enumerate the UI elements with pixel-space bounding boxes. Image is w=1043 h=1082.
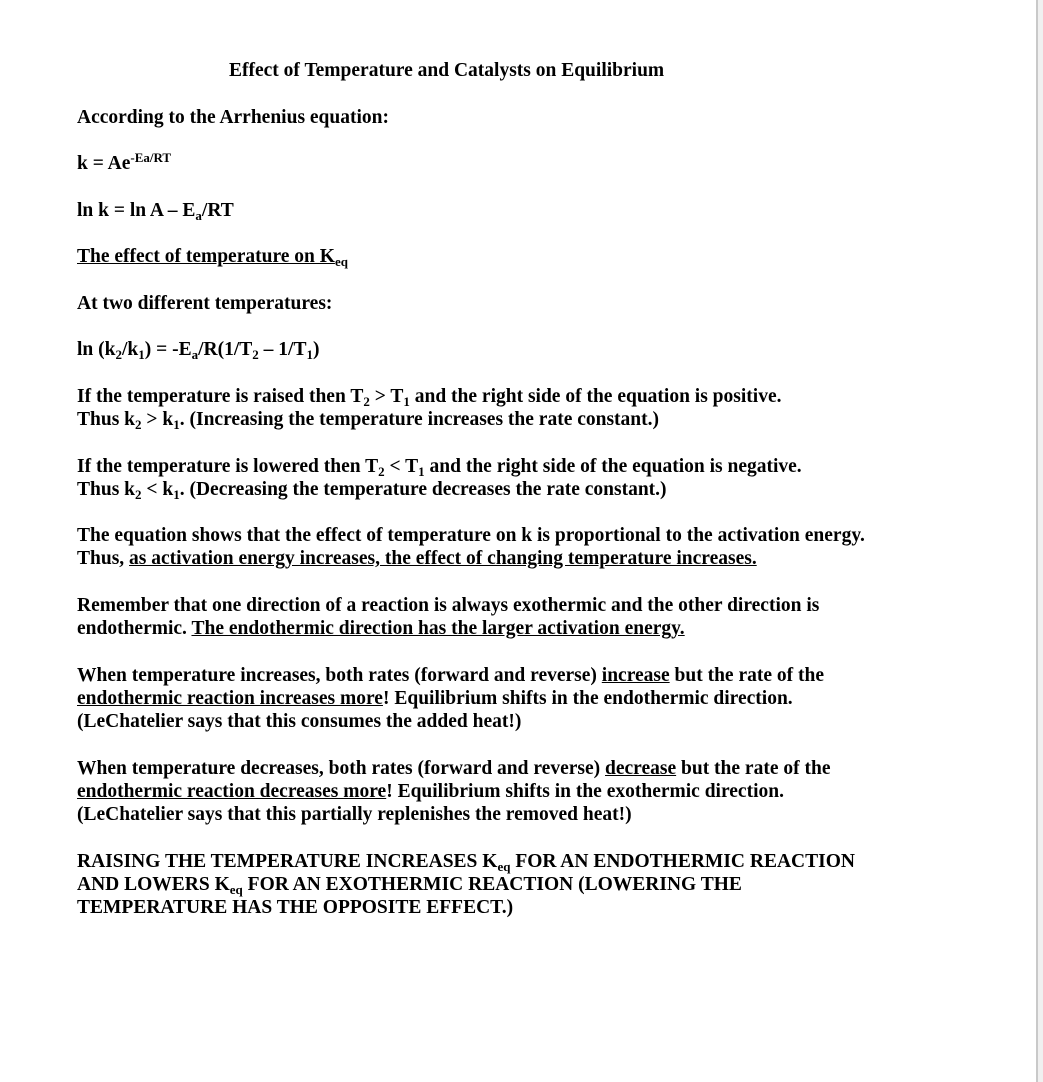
arrhenius-intro: According to the Arrhenius equation: xyxy=(77,107,389,128)
two-temperatures-label: At two different temperatures: xyxy=(77,293,333,314)
document-title: Effect of Temperature and Catalysts on Equilibrium xyxy=(229,60,665,81)
page-edge xyxy=(1036,0,1043,1082)
log-arrhenius-equation: $\ln k = \ln A - E_a/RT$ xyxy=(77,200,234,223)
arrhenius-equation: $k = Ae^{-Ea/RT}$ xyxy=(77,150,172,174)
section-heading: The effect of temperature on $K_{eq}$ xyxy=(77,246,348,269)
two-temperature-equation: $\ln (k_2/k_1) = -E_a/R(1/T_2 - 1/T_1)$ xyxy=(77,339,320,362)
